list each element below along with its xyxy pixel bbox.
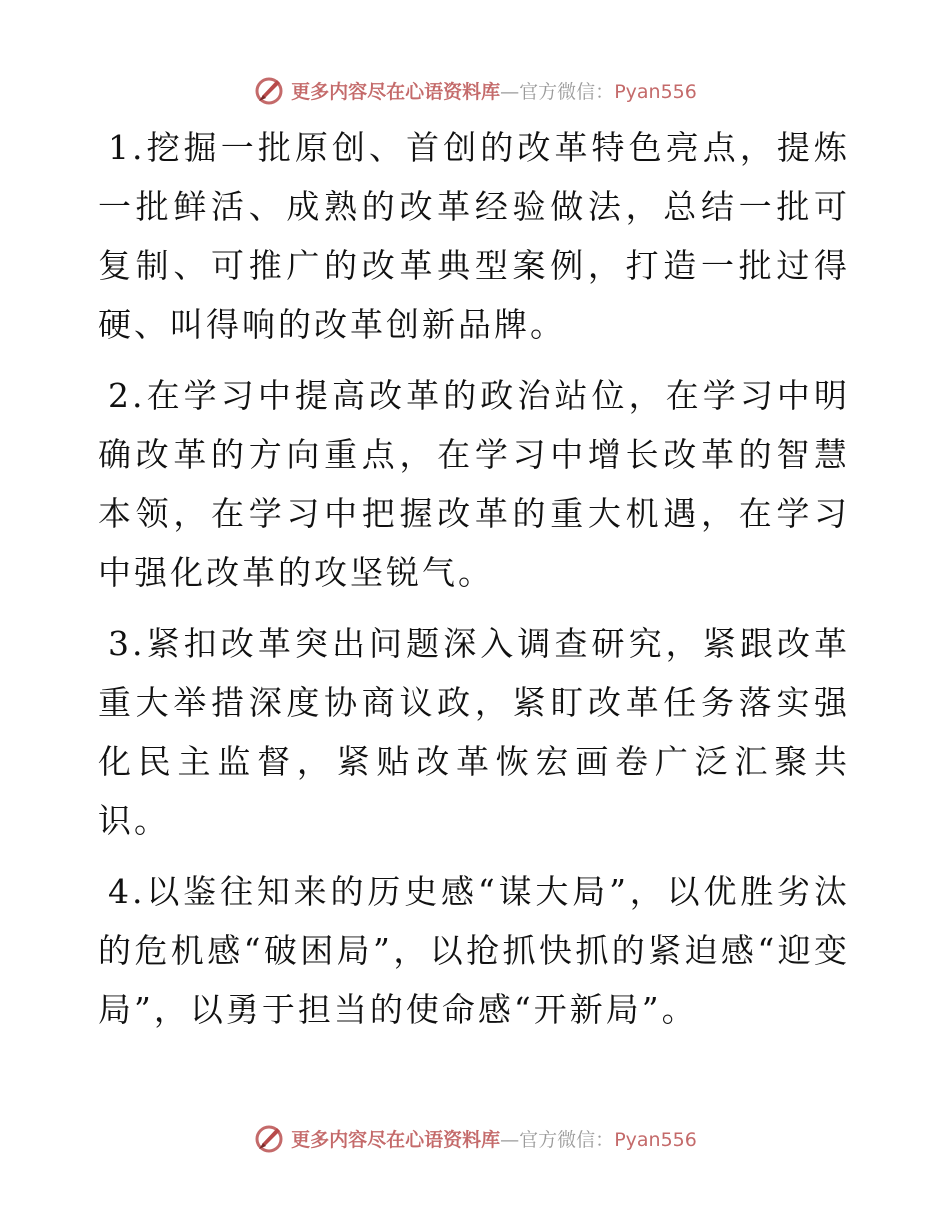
- paragraph-number: 3.: [108, 624, 146, 663]
- watermark-brand: 更多内容尽在心语资料库: [291, 1128, 501, 1151]
- document-body: [98, 118, 850, 1051]
- paragraph-4: [98, 862, 850, 1039]
- paragraph-2: [98, 366, 850, 602]
- header-watermark: [0, 70, 950, 110]
- paragraph-number: 2.: [108, 376, 146, 415]
- watermark-wechat-id: Pyan556: [614, 1128, 697, 1151]
- paragraph-text: 以鉴往知来的历史感“谋大局”，以优胜劣汰的危机感“破困局”，以抢抓快抓的紧迫感“迎变局”，以勇于担当的使命感“开新局”。: [98, 872, 850, 1029]
- footer-watermark: [0, 1118, 950, 1158]
- watermark-wechat-label: 官方微信：: [519, 80, 615, 103]
- watermark-separator: —: [500, 80, 520, 103]
- paragraph-number: 1.: [108, 128, 146, 167]
- paragraph-number: 4.: [108, 872, 146, 911]
- paragraph-text: 在学习中提高改革的政治站位，在学习中明确改革的方向重点，在学习中增长改革的智慧本领，在学习中把握改革的重大机遇，在学习中强化改革的攻坚锐气。: [98, 376, 850, 592]
- watermark-wechat-label: 官方微信：: [519, 1128, 615, 1151]
- watermark-wechat-id: Pyan556: [614, 80, 697, 103]
- quill-seal-icon: [253, 74, 285, 106]
- quill-seal-icon: [253, 1122, 285, 1154]
- paragraph-1: [98, 118, 850, 354]
- watermark-brand: 更多内容尽在心语资料库: [291, 80, 501, 103]
- paragraph-text: 紧扣改革突出问题深入调查研究，紧跟改革重大举措深度协商议政，紧盯改革任务落实强化民主监督，紧贴改革恢宏画卷广泛汇聚共识。: [98, 624, 850, 840]
- paragraph-text: 挖掘一批原创、首创的改革特色亮点，提炼一批鲜活、成熟的改革经验做法，总结一批可复制、可推广的改革典型案例，打造一批过得硬、叫得响的改革创新品牌。: [98, 128, 850, 344]
- paragraph-3: [98, 614, 850, 850]
- watermark-separator: —: [500, 1128, 520, 1151]
